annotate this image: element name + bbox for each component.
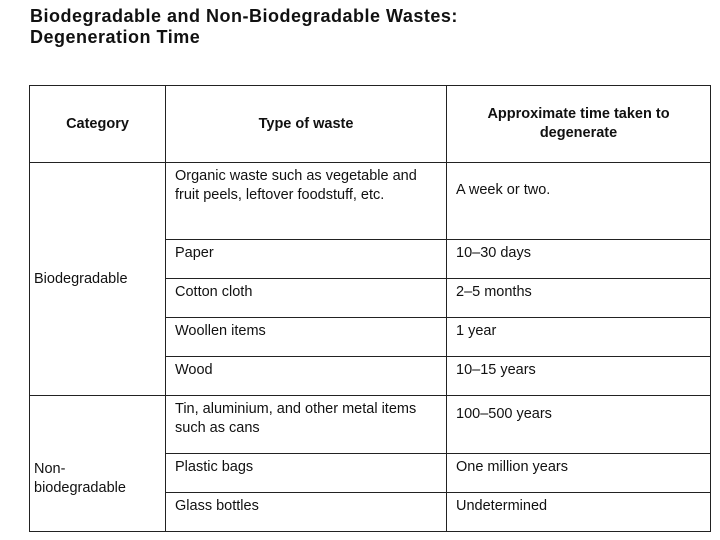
page-title xyxy=(30,6,458,48)
waste-type: Cotton cloth xyxy=(166,279,447,318)
waste-type: Plastic bags xyxy=(166,454,447,493)
waste-type: Organic waste such as vegetable and fruit peels, leftover foodstuff, etc. xyxy=(166,163,447,240)
waste-type: Paper xyxy=(166,240,447,279)
degeneration-time: 10–15 years xyxy=(447,357,711,396)
degeneration-time: A week or two. xyxy=(447,163,711,240)
header-type: Type of waste xyxy=(166,86,447,163)
header-time: Approximate time taken to degenerate xyxy=(447,86,711,163)
category-non-biodegradable-label: Non-biodegradable xyxy=(34,460,126,496)
waste-type: Glass bottles xyxy=(166,493,447,532)
category-biodegradable: Biodegradable xyxy=(30,163,166,396)
header-row xyxy=(30,86,711,163)
waste-type: Tin, aluminium, and other metal items such as cans xyxy=(166,396,447,454)
degeneration-time: 1 year xyxy=(447,318,711,357)
table-row xyxy=(30,163,711,240)
title-line-1: Biodegradable and Non-Biodegradable Wastes: xyxy=(30,6,458,26)
degeneration-time: Undetermined xyxy=(447,493,711,532)
title-line-2: Degeneration Time xyxy=(30,27,201,47)
degeneration-time: 100–500 years xyxy=(447,396,711,454)
waste-type: Wood xyxy=(166,357,447,396)
degeneration-time: 2–5 months xyxy=(447,279,711,318)
degeneration-time: One million years xyxy=(447,454,711,493)
category-non-biodegradable xyxy=(30,396,166,532)
table-row xyxy=(30,396,711,454)
waste-table xyxy=(29,85,711,532)
degeneration-time: 10–30 days xyxy=(447,240,711,279)
waste-type: Woollen items xyxy=(166,318,447,357)
header-category: Category xyxy=(30,86,166,163)
